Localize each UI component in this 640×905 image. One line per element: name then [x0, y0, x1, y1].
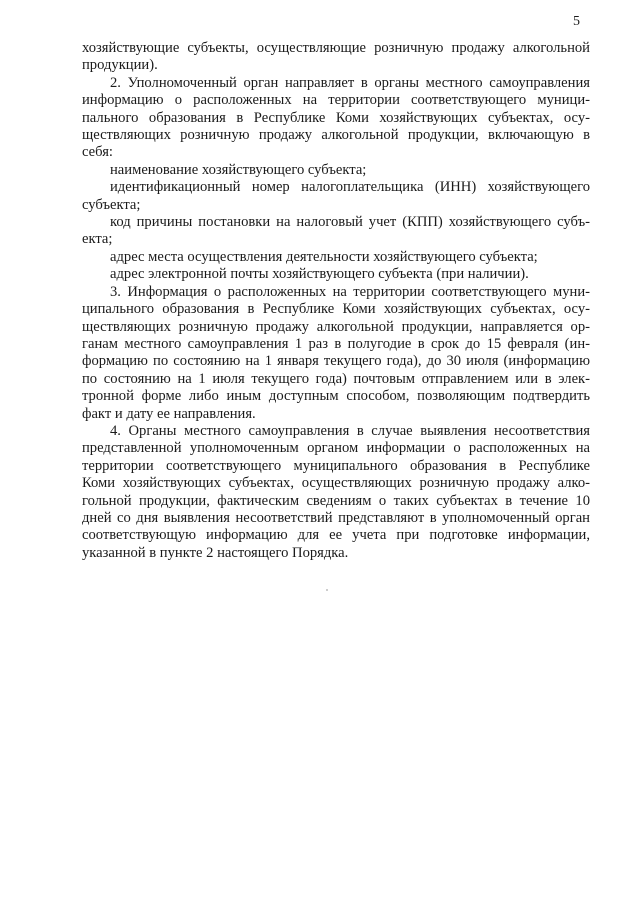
- document-body: [82, 40, 590, 562]
- page-number: 5: [573, 14, 580, 29]
- list-item-name: [82, 162, 590, 179]
- text-line: тронной форме либо иным доступным способом, позволяющим подтвердить: [82, 388, 590, 405]
- text-line: указанной в пункте 2 настоящего Порядка.: [82, 544, 349, 561]
- paragraph-2: [82, 75, 590, 162]
- text-line: гольной продукции, фактическим сведениям о таких субъектах в течение 10: [82, 492, 590, 509]
- paragraph-3: [82, 284, 590, 423]
- text-line: ществляющих розничную продажу алкогольной продукции, включающую в: [82, 127, 590, 144]
- list-item-email: [82, 266, 590, 283]
- text-line: субъекта;: [82, 196, 141, 213]
- text-line: код причины постановки на налоговый учет (КПП) хозяйствующего субъ-: [110, 214, 590, 231]
- list-item-address: [82, 249, 590, 266]
- text-line: идентификационный номер налогоплательщика (ИНН) хозяйствующего: [110, 179, 590, 196]
- text-line: себя:: [82, 144, 113, 161]
- text-line: территории соответствующего муниципального образования в Республике: [82, 457, 590, 474]
- scan-speck: [326, 589, 328, 591]
- text-line: факт и дату ее направления.: [82, 405, 256, 422]
- text-line: информацию о расположенных на территории соответствующего муници-: [82, 92, 590, 109]
- text-line: адрес места осуществления деятельности хозяйствующего субъекта;: [110, 248, 538, 265]
- paragraph-continuation: [82, 40, 590, 75]
- text-line: екта;: [82, 231, 113, 248]
- text-line: ществляющих розничную продажу алкогольной продукции, направляется ор-: [82, 318, 590, 335]
- text-line: дней со дня выявления несоответствий представляют в уполномоченный орган: [82, 509, 590, 526]
- text-line: продукции).: [82, 57, 158, 74]
- text-line: ганам местного самоуправления 1 раз в полугодие в срок до 15 февраля (ин-: [82, 335, 590, 352]
- text-line: хозяйствующие субъекты, осуществляющие розничную продажу алкогольной: [82, 40, 590, 56]
- text-line: адрес электронной почты хозяйствующего субъекта (при наличии).: [110, 266, 529, 283]
- paragraph-4: [82, 423, 590, 562]
- text-line: Коми хозяйствующих субъектах, осуществляющих розничную продажу алко-: [82, 475, 590, 492]
- list-item-inn: [82, 179, 590, 214]
- text-line: представленной уполномоченным органом информации о расположенных на: [82, 440, 590, 457]
- text-line: ципального образования в Республике Коми хозяйствующих субъектах, осу-: [82, 301, 590, 318]
- text-line: пального образования в Республике Коми хозяйствующих субъектах, осу-: [82, 109, 590, 126]
- text-line: соответствующую информацию для ее учета при подготовке информации,: [82, 527, 590, 544]
- list-item-kpp: [82, 214, 590, 249]
- text-line: наименование хозяйствующего субъекта;: [110, 161, 367, 178]
- text-line: формацию по состоянию на 1 января текущего года), до 30 июля (информацию: [82, 353, 590, 370]
- text-line: по состоянию на 1 июля текущего года) почтовым отправлением или в элек-: [82, 370, 590, 387]
- text-line: 2. Уполномоченный орган направляет в органы местного самоуправления: [110, 74, 590, 91]
- text-line: 4. Органы местного самоуправления в случае выявления несоответствия: [110, 422, 590, 439]
- text-line: 3. Информация о расположенных на территории соответствующего муни-: [110, 283, 590, 300]
